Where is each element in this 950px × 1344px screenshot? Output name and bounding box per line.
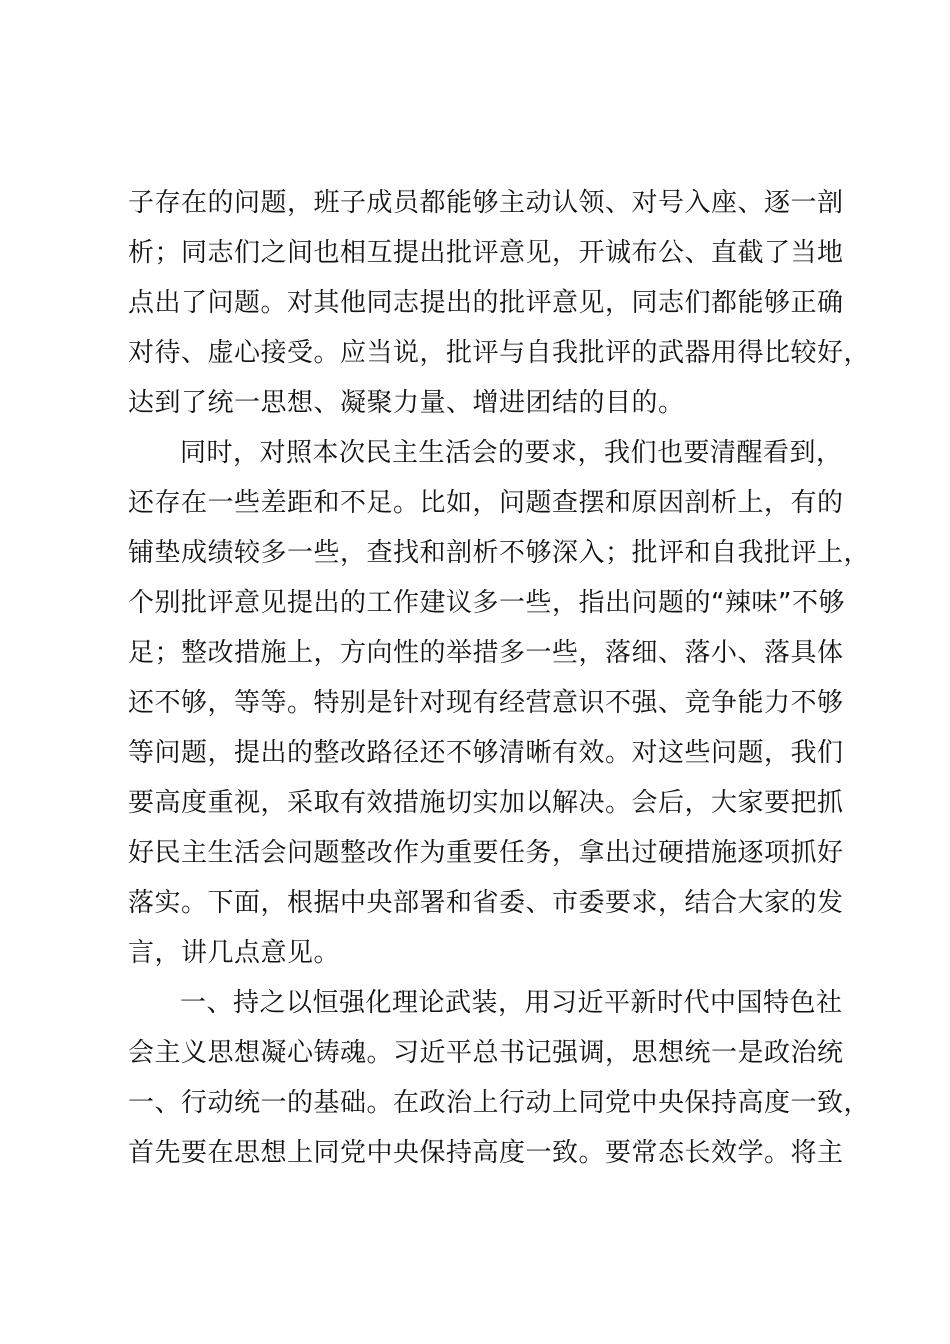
text-line: 点出了问题。对其他同志提出的批评意见，同志们都能够正确 <box>128 288 844 318</box>
text-line: 言，讲几点意见。 <box>128 938 341 968</box>
text-line: 子存在的问题，班子成员都能够主动认领、对号入座、逐一剖 <box>128 188 844 218</box>
text-line: 会主义思想凝心铸魂。习近平总书记强调，思想统一是政治统 <box>128 1038 844 1068</box>
text-line: 足；整改措施上，方向性的举措多一些，落细、落小、落具体 <box>128 638 844 668</box>
text-line: 对待、虚心接受。应当说，批评与自我批评的武器用得比较好， <box>128 338 871 368</box>
text-line: 首先要在思想上同党中央保持高度一致。要常态长效学。将主 <box>128 1138 844 1168</box>
text-line: 好民主生活会问题整改作为重要任务，拿出过硬措施逐项抓好 <box>128 838 844 868</box>
text-line: 等问题，提出的整改路径还不够清晰有效。对这些问题，我们 <box>128 738 844 768</box>
text-line: 要高度重视，采取有效措施切实加以解决。会后，大家要把抓 <box>128 788 844 818</box>
text-line: 还不够，等等。特别是针对现有经营意识不强、竞争能力不够 <box>128 688 844 718</box>
text-line: 铺垫成绩较多一些，查找和剖析不够深入；批评和自我批评上， <box>128 538 871 568</box>
body-text <box>128 178 871 1178</box>
paragraph-first-line: 一、持之以恒强化理论武装，用习近平新时代中国特色社 <box>180 988 843 1018</box>
paragraph-first-line: 同时，对照本次民主生活会的要求，我们也要清醒看到， <box>180 438 843 468</box>
text-line: 一、行动统一的基础。在政治上行动上同党中央保持高度一致， <box>128 1088 871 1118</box>
text-line: 个别批评意见提出的工作建议多一些，指出问题的“辣味”不够 <box>128 588 845 618</box>
text-line: 还存在一些差距和不足。比如，问题查摆和原因剖析上，有的 <box>128 488 844 518</box>
text-line: 达到了统一思想、凝聚力量、增进团结的目的。 <box>128 388 685 418</box>
text-line: 析；同志们之间也相互提出批评意见，开诚布公、直截了当地 <box>128 238 844 268</box>
text-line: 落实。下面，根据中央部署和省委、市委要求，结合大家的发 <box>128 888 844 918</box>
